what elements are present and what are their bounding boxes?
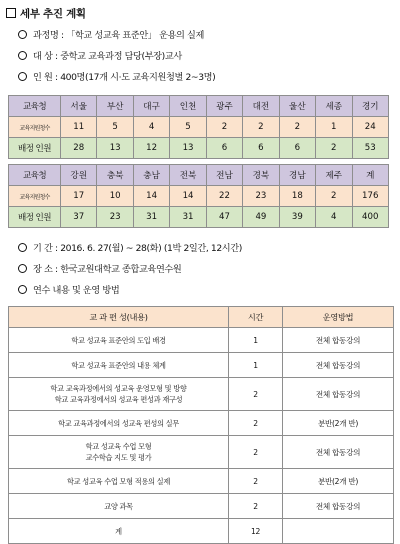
hours-cell: 2 bbox=[229, 378, 283, 411]
circle-bullet-icon bbox=[18, 30, 27, 39]
method-cell: 전체 합동강의 bbox=[283, 378, 394, 411]
value-cell: 176 bbox=[352, 186, 389, 207]
content-cell: 학교 성교육 표준안의 도입 배경 bbox=[9, 328, 229, 353]
hours-cell: 2 bbox=[229, 494, 283, 519]
region-cell: 대구 bbox=[133, 96, 169, 117]
course-name-line bbox=[18, 27, 204, 41]
region-cell: 울산 bbox=[279, 96, 315, 117]
table-row bbox=[9, 436, 394, 469]
content-cell: 학교 교육과정에서의 성교육 편성의 실무 bbox=[9, 411, 229, 436]
region-cell: 경기 bbox=[352, 96, 389, 117]
method-cell: 전체 합동강의 bbox=[283, 353, 394, 378]
method-cell: 전체 합동강의 bbox=[283, 436, 394, 469]
table-row bbox=[9, 138, 389, 159]
header-cell: 교육청 bbox=[9, 165, 61, 186]
circle-bullet-icon bbox=[18, 285, 27, 294]
table-row bbox=[9, 186, 389, 207]
distribution-table-2 bbox=[8, 164, 389, 228]
period-line bbox=[18, 240, 242, 254]
table-row bbox=[9, 411, 394, 436]
value-cell: 6 bbox=[206, 138, 242, 159]
value-cell: 2 bbox=[316, 138, 352, 159]
content-line-1: 학교 교육과정에서의 성교육 운영모형 및 방향 bbox=[50, 384, 187, 393]
value-cell: 2 bbox=[206, 117, 242, 138]
distribution-table-1 bbox=[8, 95, 389, 159]
table-row bbox=[9, 117, 389, 138]
value-cell: 13 bbox=[97, 138, 133, 159]
hours-cell: 1 bbox=[229, 353, 283, 378]
circle-bullet-icon bbox=[18, 51, 27, 60]
content-cell: 교양 과목 bbox=[9, 494, 229, 519]
method-cell: 전체 합동강의 bbox=[283, 494, 394, 519]
region-cell: 강원 bbox=[61, 165, 97, 186]
method-cell: 전체 합동강의 bbox=[283, 328, 394, 353]
table-row bbox=[9, 165, 389, 186]
hours-cell: 2 bbox=[229, 469, 283, 494]
content-cell bbox=[9, 378, 229, 411]
value-cell: 2 bbox=[316, 186, 352, 207]
value-cell: 24 bbox=[352, 117, 389, 138]
value-cell: 31 bbox=[133, 207, 169, 228]
content-line bbox=[18, 282, 119, 296]
table-row bbox=[9, 469, 394, 494]
region-cell: 서울 bbox=[61, 96, 97, 117]
period-text: 기 간 : 2016. 6. 27(월) ~ 28(화) (1박 2일간, 12시간) bbox=[33, 243, 242, 254]
row-label-cell: 교육지원청수 bbox=[9, 186, 61, 207]
table-row bbox=[9, 328, 394, 353]
value-cell: 5 bbox=[170, 117, 206, 138]
region-cell: 충남 bbox=[133, 165, 169, 186]
value-cell: 39 bbox=[279, 207, 315, 228]
table-row bbox=[9, 378, 394, 411]
value-cell: 6 bbox=[279, 138, 315, 159]
table-row bbox=[9, 96, 389, 117]
total-label-cell: 계 bbox=[9, 519, 229, 544]
value-cell: 4 bbox=[133, 117, 169, 138]
course-name-text: 과정명 : 「학교 성교육 표준안」 운용의 실제 bbox=[33, 30, 204, 41]
region-cell: 전북 bbox=[170, 165, 206, 186]
value-cell: 5 bbox=[97, 117, 133, 138]
venue-text: 장 소 : 한국교원대학교 종합교육연수원 bbox=[33, 264, 182, 275]
region-cell: 광주 bbox=[206, 96, 242, 117]
region-cell: 충북 bbox=[97, 165, 133, 186]
region-cell: 경북 bbox=[243, 165, 279, 186]
value-cell: 4 bbox=[316, 207, 352, 228]
table-row bbox=[9, 494, 394, 519]
content-cell bbox=[9, 436, 229, 469]
value-cell: 11 bbox=[61, 117, 97, 138]
value-cell: 2 bbox=[279, 117, 315, 138]
value-cell: 14 bbox=[170, 186, 206, 207]
circle-bullet-icon bbox=[18, 72, 27, 81]
circle-bullet-icon bbox=[18, 264, 27, 273]
value-cell: 14 bbox=[133, 186, 169, 207]
value-cell: 31 bbox=[170, 207, 206, 228]
target-line bbox=[18, 48, 182, 62]
value-cell: 13 bbox=[170, 138, 206, 159]
column-header: 시간 bbox=[229, 307, 283, 328]
value-cell: 17 bbox=[61, 186, 97, 207]
content-cell: 학교 성교육 수업 모형 적용의 실제 bbox=[9, 469, 229, 494]
method-cell: 분반(2개 반) bbox=[283, 411, 394, 436]
table-row bbox=[9, 207, 389, 228]
row-label-cell: 배정 인원 bbox=[9, 138, 61, 159]
row-label-cell: 배정 인원 bbox=[9, 207, 61, 228]
value-cell: 28 bbox=[61, 138, 97, 159]
column-header: 운영방법 bbox=[283, 307, 394, 328]
table-header-row bbox=[9, 307, 394, 328]
row-label-cell: 교육지원청수 bbox=[9, 117, 61, 138]
content-text: 연수 내용 및 운영 방법 bbox=[33, 285, 120, 296]
circle-bullet-icon bbox=[18, 243, 27, 252]
hours-cell: 2 bbox=[229, 436, 283, 469]
method-cell: 분반(2개 반) bbox=[283, 469, 394, 494]
value-cell: 400 bbox=[352, 207, 389, 228]
region-cell: 제주 bbox=[316, 165, 352, 186]
content-line-2: 학교 교육과정에서의 성교육 편성과 재구성 bbox=[54, 395, 183, 404]
header-cell: 교육청 bbox=[9, 96, 61, 117]
region-cell: 계 bbox=[352, 165, 389, 186]
section-title-text: 세부 추진 계획 bbox=[20, 8, 86, 20]
column-header: 교 과 편 성(내용) bbox=[9, 307, 229, 328]
value-cell: 23 bbox=[243, 186, 279, 207]
value-cell: 22 bbox=[206, 186, 242, 207]
value-cell: 18 bbox=[279, 186, 315, 207]
value-cell: 49 bbox=[243, 207, 279, 228]
curriculum-table bbox=[8, 306, 394, 544]
personnel-text: 인 원 : 400명(17개 시·도 교육지원청별 2~3명) bbox=[33, 72, 216, 83]
value-cell: 12 bbox=[133, 138, 169, 159]
region-cell: 경남 bbox=[279, 165, 315, 186]
target-text: 대 상 : 중학교 교육과정 담당(부장)교사 bbox=[33, 51, 182, 62]
value-cell: 2 bbox=[243, 117, 279, 138]
value-cell: 47 bbox=[206, 207, 242, 228]
value-cell: 1 bbox=[316, 117, 352, 138]
content-cell: 학교 성교육 표준안의 내용 체계 bbox=[9, 353, 229, 378]
total-row bbox=[9, 519, 394, 544]
venue-line bbox=[18, 261, 181, 275]
content-line-2: 교수학습 지도 및 평가 bbox=[85, 453, 152, 462]
section-title bbox=[6, 6, 86, 21]
region-cell: 전남 bbox=[206, 165, 242, 186]
region-cell: 인천 bbox=[170, 96, 206, 117]
value-cell: 23 bbox=[97, 207, 133, 228]
region-cell: 세종 bbox=[316, 96, 352, 117]
content-line-1: 학교 성교육 수업 모형 bbox=[85, 442, 152, 451]
value-cell: 37 bbox=[61, 207, 97, 228]
method-cell bbox=[283, 519, 394, 544]
hours-cell: 2 bbox=[229, 411, 283, 436]
value-cell: 6 bbox=[243, 138, 279, 159]
total-hours-cell: 12 bbox=[229, 519, 283, 544]
checkbox-square-icon bbox=[6, 8, 16, 18]
value-cell: 10 bbox=[97, 186, 133, 207]
region-cell: 부산 bbox=[97, 96, 133, 117]
table-row bbox=[9, 353, 394, 378]
region-cell: 대전 bbox=[243, 96, 279, 117]
value-cell: 53 bbox=[352, 138, 389, 159]
hours-cell: 1 bbox=[229, 328, 283, 353]
personnel-line bbox=[18, 69, 215, 83]
